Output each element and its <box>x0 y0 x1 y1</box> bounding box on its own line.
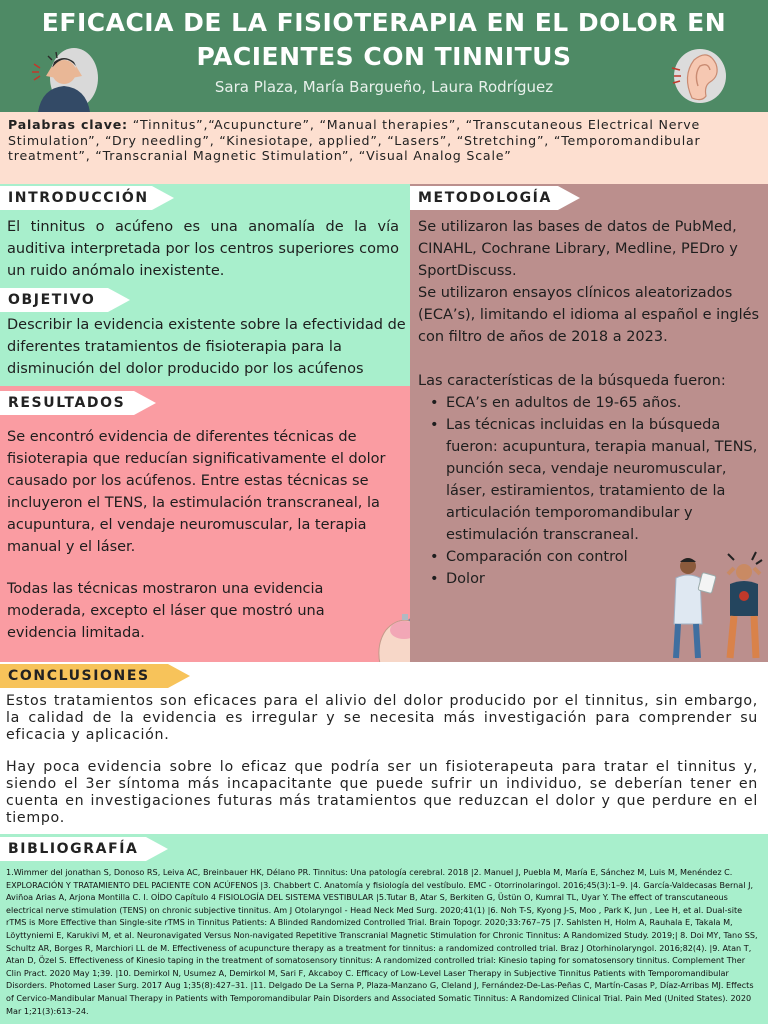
keywords-label: Palabras clave: <box>8 117 128 132</box>
introduccion-heading: INTRODUCCIÓN <box>0 186 152 210</box>
bibliografia-text: 1.Wimmer del jonathan S, Donoso RS, Leiva AC, Breinbauer HK, Délano PR. Tinnitus: Una patología cerebral. 2018 |2. Manuel J, Puebla M, María E, Sánchez M, Luis M, Menéndez C. EXPLORACIÓN Y TRATAMIENTO DEL PACIENTE CON ACÚFENOS |3. Chabbert C. Anatomía y fisiología del vestíbulo. EMC - Otorrinolaringol. 2016;45(3):1–9. |4. García-Valdecasas Bernal J, Aviñoa Arias A, Arjona Montilla C. I. OÍDO Capítulo 4 FISIOLOGÍA DEL SISTEMA VESTIBULAR |5.Tutar B, Atar S, Berkiten G, Üstün O, Kumral TL, Uyar Y. The effect of transcutaneous electrical nerve stimulation (TENS) on chronic subjective tinnitus. Am J Otolaryngol - Head Neck Med Surg. 2020;41(1) |6. Noh T-S, Kyong J-S, Moo , Park K, Jun , Lee H, et al. Dual-site rTMS is More Effective than Single-site rTMS in Tinnitus Patients: A Blinded Randomized Controlled Trial. Brain Topogr. 2020;33:767–75 |7. Sahlsten H, Holm A, Rauhala E, Takala M, Löyttyniemi E, Karukivi M, et al. Neuronavigated Versus Non-navigated Repetitive Transcranial Magnetic Stimulation for Chronic Tinnitus: A Randomized Study. 2019;| 8. Doi MY, Tano SS, Schultz AR, Borges R, Marchiori LL de M. Effectiveness of acupuncture therapy as a treatment for tinnitus: a randomized controlled trial. Braz J Otorhinolaryngol. 2016;82(4). |9. Atan T, Atan D, Özel S. Effectiveness of Kinesio taping in the treatment of somatosensory tinnitus: A randomized controlled trial: Kinesio taping for somatosensory tinnitus. Complement Ther Clin Pract. 2020 May 1;39. |10. Demirkol N, Usumez A, Demirkol M, Sari F, Akcaboy C. Efficacy of Low-Level Laser Therapy in Subjective Tinnitus Patients with Temporomandibular Disorders. Photomed Laser Surg. 2017 Aug 1;35(8):427–31. |11. Delgado De La Serna P, Plaza-Manzano G, Cleland J, Fernández-De-Las-Peñas C, Martín-Casas P, Díaz-Arribas MJ. Effects of Cervico-Mandibular Manual Therapy in Patients with Temporomandibular Pain Disorders and Associated Somatic Tinnitus: A Randomized Clinical Trial. Pain Med (United States). 2020 Mar 1;21(3):613–24. <box>6 867 758 1016</box>
title-line-2: PACIENTES CON TINNITUS <box>196 42 572 71</box>
title-line-1: EFICACIA DE LA FISIOTERAPIA EN EL DOLOR EN <box>41 8 727 37</box>
resultados-heading: RESULTADOS <box>0 391 134 415</box>
objetivo-heading: OBJETIVO <box>0 288 108 312</box>
list-item: • Comparación con control <box>418 546 764 568</box>
keywords-text: “Tinnitus”,“Acupuncture”, “Manual therapies”, “Transcutaneous Electrical Nerve Stimulation”, “Dry needling”, “Kinesiotape, applied”, “Lasers”, “Stretching”, “Temporomandibular treatment”, “Transcranial Magnetic Stimulation”, “Visual Analog Scale” <box>8 117 701 163</box>
person-holding-ears-icon <box>24 44 100 112</box>
patient-with-tinnitus-icon <box>718 550 768 660</box>
metodologia-text-2: Se utilizaron ensayos clínicos aleatorizados (ECA’s), limitando el idioma al español e inglés con filtro de años de 2018 a 2023. <box>418 285 760 345</box>
poster-title <box>0 0 768 74</box>
resultados-text-2: Todas las técnicas mostraron una evidencia moderada, excepto el láser que mostró una evidencia limitada. <box>7 581 325 641</box>
metodologia-text-3: Las características de la búsqueda fueron: <box>418 373 726 389</box>
list-item: • ECA’s en adultos de 19-65 años. <box>418 392 764 414</box>
doctor-icon <box>668 554 720 660</box>
authors: Sara Plaza, María Bargueño, Laura Rodríguez <box>214 78 554 96</box>
metodologia-text-1: Se utilizaron las bases de datos de PubMed, CINAHL, Cochrane Library, Medline, PEDro y SportDiscuss. <box>418 219 738 279</box>
metodologia-heading: METODOLOGÍA <box>410 186 558 210</box>
list-item: • Las técnicas incluidas en la búsqueda fueron: acupuntura, terapia manual, TENS, punción seca, vendaje neuromuscular, láser, estiramientos, tratamiento de la articulación temporomandibular y estimulación transcraneal. <box>418 414 764 546</box>
objetivo-text: Describir la evidencia existente sobre la efectividad de diferentes tratamientos de fisioterapia para la disminución del dolor producido por los acúfenos <box>7 317 406 377</box>
resultados-text-1: Se encontró evidencia de diferentes técnicas de fisioterapia que reducían significativamente el dolor causado por los acúfenos. Entre estas técnicas se incluyeron el TENS, la estimulación transcraneal, la acupuntura, el vendaje neuromuscular, la terapia manual y el láser. <box>7 429 386 555</box>
conclusiones-paragraph-1: Estos tratamientos son eficaces para el alivio del dolor producido por el tinnitus, sin embargo, la calidad de la evidencia es irregular y se necesita más investigación para comprender su eficacia y aplicación. <box>6 693 758 743</box>
conclusiones-paragraph-2: Hay poca evidencia sobre lo eficaz que podría ser un fisioterapeuta para tratar el tinnitus y, siendo el 3er síntoma más incapacitante que puede sufrir un individuo, se deberían tener en cuenta en investigaciones futuras más tratamientos que reduzcan el dolor y que perdure en el tiempo. <box>6 759 758 826</box>
conclusiones-heading: CONCLUSIONES <box>0 664 168 688</box>
list-item: • Dolor <box>418 568 764 590</box>
poster-header <box>0 0 768 112</box>
conclusiones-text <box>6 693 758 842</box>
introduccion-text: El tinnitus o acúfeno es una anomalía de la vía auditiva interpretada por los centros superiores como un ruido anómalo inexistente. <box>7 219 399 279</box>
keywords-section <box>0 112 768 184</box>
ear-icon <box>668 46 728 104</box>
bibliografia-heading: BIBLIOGRAFÍA <box>0 837 146 861</box>
